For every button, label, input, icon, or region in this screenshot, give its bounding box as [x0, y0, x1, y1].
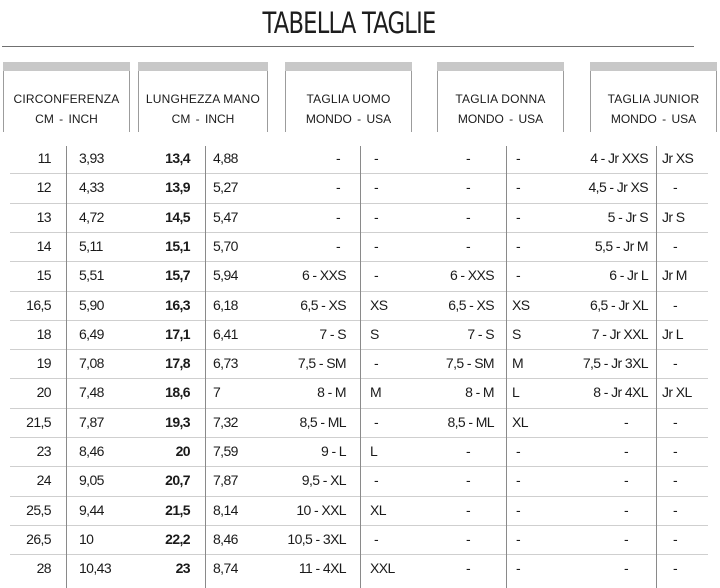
cell-circ-inch: 9,05: [79, 472, 104, 489]
cell-circ-inch: 7,87: [79, 413, 104, 430]
cell-circ-inch: 7,08: [79, 355, 104, 372]
cell-mano-inch: 4,88: [213, 150, 238, 166]
row-divider: [10, 291, 708, 292]
cell-uomo-usa: -: [374, 208, 379, 225]
cell-uomo-usa: XXL: [370, 560, 395, 577]
cell-junior-mondo: 7 - Jr XXL: [591, 325, 648, 342]
cell-mano-inch: 7,32: [213, 413, 238, 430]
cell-mano-cm: 20,7: [165, 472, 190, 489]
cell-circ-inch: 9,44: [79, 501, 104, 518]
cell-uomo-mondo: 6,5 - XS: [300, 296, 346, 313]
cell-junior-mondo: 6 - Jr L: [609, 267, 648, 284]
cell-mano-cm: 18,6: [165, 384, 190, 401]
cell-mano-cm: 22,2: [165, 530, 190, 547]
cell-circ-cm: 16,5: [26, 296, 51, 313]
row-divider: [10, 173, 708, 174]
cell-circ-cm: 15: [36, 267, 51, 284]
column-divider: [506, 146, 507, 588]
cell-donna-usa: -: [516, 530, 521, 547]
cell-uomo-mondo: -: [335, 237, 340, 254]
cell-mano-cm: 17,8: [165, 355, 190, 372]
cell-circ-cm: 14: [36, 237, 51, 254]
cell-uomo-usa: S: [370, 325, 379, 342]
cell-donna-usa: -: [516, 237, 521, 254]
cell-mano-cm: 20: [175, 443, 190, 459]
header-lunghezza-mano: [138, 62, 268, 132]
cell-junior-usa: Jr L: [662, 325, 683, 342]
cell-uomo-usa: -: [374, 150, 379, 166]
header-label: LUNGHEZZA MANO: [145, 92, 261, 106]
cell-uomo-usa: L: [370, 443, 378, 459]
cell-junior-usa: Jr XS: [662, 150, 694, 166]
cell-donna-mondo: 8,5 - ML: [447, 413, 494, 430]
row-divider: [10, 378, 708, 379]
cell-junior-mondo: 6,5 - Jr XL: [590, 296, 648, 313]
cell-mano-inch: 8,14: [213, 501, 238, 518]
row-divider: [10, 496, 708, 497]
row-divider: [10, 525, 708, 526]
cell-donna-usa: XS: [512, 296, 530, 313]
cell-circ-inch: 10: [79, 530, 94, 547]
cell-circ-cm: 13: [36, 208, 51, 225]
cell-donna-usa: M: [512, 355, 524, 372]
cell-circ-inch: 5,11: [79, 237, 103, 254]
cell-uomo-mondo: 7,5 - SM: [297, 355, 346, 372]
cell-junior-mondo: -: [623, 443, 628, 459]
cell-circ-cm: 18: [36, 325, 51, 342]
cell-circ-inch: 4,72: [79, 208, 104, 225]
cell-junior-usa: Jr XL: [662, 384, 692, 401]
cell-donna-mondo: 7,5 - SM: [445, 355, 494, 372]
cell-circ-inch: 7,48: [79, 384, 104, 401]
cell-junior-usa: Jr M: [662, 267, 687, 284]
cell-circ-cm: 26,5: [26, 530, 51, 547]
cell-uomo-usa: -: [374, 355, 379, 372]
cell-uomo-mondo: 9,5 - XL: [301, 472, 346, 489]
cell-donna-mondo: 8 - M: [465, 384, 494, 401]
title-divider: [2, 46, 694, 47]
cell-circ-inch: 10,43: [79, 560, 112, 577]
cell-mano-inch: 8,46: [213, 530, 238, 547]
cell-uomo-usa: -: [374, 267, 379, 284]
cell-uomo-usa: -: [374, 413, 379, 430]
header-sublabel: MONDO - USA: [305, 112, 392, 126]
cell-mano-cm: 17,1: [165, 325, 190, 342]
cell-mano-inch: 7,87: [213, 472, 238, 489]
cell-mano-cm: 15,1: [165, 237, 190, 254]
cell-mano-cm: 13,9: [165, 179, 190, 196]
cell-donna-usa: -: [516, 150, 521, 166]
cell-uomo-mondo: 6 - XXS: [301, 267, 346, 284]
cell-junior-mondo: -: [623, 530, 628, 547]
cell-junior-mondo: 4,5 - Jr XS: [588, 179, 648, 196]
cell-circ-cm: 21,5: [26, 413, 51, 430]
cell-circ-inch: 8,46: [79, 443, 104, 459]
row-divider: [10, 320, 708, 321]
cell-junior-usa: -: [673, 237, 678, 254]
cell-donna-usa: -: [516, 472, 521, 489]
cell-circ-cm: 20: [36, 384, 51, 401]
column-divider: [66, 146, 67, 588]
row-divider: [10, 408, 708, 409]
cell-uomo-mondo: 11 - 4XL: [298, 560, 346, 577]
cell-circ-cm: 25,5: [26, 501, 51, 518]
column-divider: [656, 146, 657, 588]
cell-mano-inch: 7,59: [213, 443, 238, 459]
cell-mano-inch: 6,41: [213, 325, 238, 342]
cell-junior-usa: Jr S: [662, 208, 685, 225]
cell-donna-usa: -: [516, 443, 521, 459]
cell-junior-usa: -: [673, 560, 678, 577]
cell-mano-cm: 16,3: [165, 296, 190, 313]
cell-uomo-usa: XS: [370, 296, 388, 313]
header-sublabel: MONDO - USA: [610, 112, 697, 126]
header-taglia-uomo: [285, 62, 412, 132]
cell-uomo-usa: -: [374, 472, 379, 489]
cell-uomo-mondo: 10,5 - 3XL: [287, 530, 346, 547]
cell-donna-usa: L: [512, 384, 520, 401]
cell-junior-mondo: 4 - Jr XXS: [590, 150, 648, 166]
row-divider: [10, 261, 708, 262]
cell-mano-inch: 6,18: [213, 296, 238, 313]
cell-mano-inch: 5,47: [213, 208, 238, 225]
cell-junior-mondo: 5,5 - Jr M: [594, 237, 648, 254]
cell-donna-usa: -: [516, 501, 521, 518]
header-label: TAGLIA DONNA: [455, 92, 546, 106]
header-bar: [138, 62, 268, 71]
cell-junior-usa: -: [673, 179, 678, 196]
cell-uomo-usa: M: [370, 384, 382, 401]
cell-mano-inch: 5,94: [213, 267, 238, 284]
row-divider: [10, 437, 708, 438]
cell-donna-mondo: -: [465, 501, 470, 518]
cell-donna-mondo: -: [465, 560, 470, 577]
header-taglia-donna: [437, 62, 564, 132]
row-divider: [10, 232, 708, 233]
header-sublabel: CM - INCH: [171, 112, 235, 126]
cell-junior-mondo: -: [623, 501, 628, 518]
row-divider: [10, 554, 708, 555]
cell-donna-mondo: 6 - XXS: [449, 267, 494, 284]
cell-circ-inch: 6,49: [79, 325, 104, 342]
header-box: [590, 71, 717, 132]
cell-mano-cm: 19,3: [165, 413, 190, 430]
cell-donna-mondo: -: [465, 472, 470, 489]
cell-junior-mondo: 5 - Jr S: [607, 208, 648, 225]
cell-circ-cm: 23: [36, 443, 51, 459]
column-divider: [360, 146, 361, 588]
cell-mano-cm: 21,5: [165, 501, 190, 518]
column-divider: [205, 146, 206, 588]
cell-donna-usa: XL: [512, 413, 528, 430]
cell-junior-usa: -: [673, 472, 678, 489]
cell-donna-usa: -: [516, 179, 521, 196]
cell-mano-inch: 5,70: [213, 237, 238, 254]
cell-uomo-mondo: 8,5 - ML: [299, 413, 346, 430]
cell-junior-mondo: 8 - Jr 4XL: [593, 384, 648, 401]
cell-junior-mondo: 7,5 - Jr 3XL: [582, 355, 648, 372]
cell-junior-usa: -: [673, 296, 678, 313]
cell-junior-usa: -: [673, 530, 678, 547]
cell-circ-cm: 24: [36, 472, 51, 489]
cell-circ-cm: 12: [36, 179, 51, 196]
cell-donna-mondo: -: [465, 237, 470, 254]
cell-mano-inch: 7: [213, 384, 221, 401]
cell-junior-mondo: -: [623, 413, 628, 430]
cell-donna-mondo: 7 - S: [467, 325, 494, 342]
cell-donna-mondo: -: [465, 150, 470, 166]
cell-donna-mondo: -: [465, 443, 470, 459]
header-sublabel: CM - INCH: [35, 112, 98, 126]
cell-circ-inch: 5,90: [79, 296, 104, 313]
cell-uomo-mondo: -: [335, 208, 340, 225]
cell-circ-inch: 4,33: [79, 179, 104, 196]
cell-mano-inch: 5,27: [213, 179, 238, 196]
row-divider: [10, 203, 708, 204]
cell-junior-mondo: -: [623, 560, 628, 577]
cell-junior-usa: -: [673, 443, 678, 459]
cell-circ-cm: 28: [36, 560, 51, 577]
cell-donna-mondo: -: [465, 208, 470, 225]
header-label: TAGLIA UOMO: [306, 92, 391, 106]
cell-circ-inch: 3,93: [79, 150, 104, 166]
page-title: TABELLA TAGLIE: [262, 6, 436, 40]
header-box: [3, 71, 130, 132]
cell-donna-usa: -: [516, 208, 521, 225]
cell-donna-usa: S: [512, 325, 521, 342]
cell-donna-mondo: -: [465, 530, 470, 547]
cell-junior-usa: -: [673, 413, 678, 430]
cell-uomo-mondo: 9 - L: [320, 443, 346, 459]
header-bar: [437, 62, 564, 71]
cell-uomo-mondo: 10 - XXL: [296, 501, 346, 518]
cell-junior-mondo: -: [623, 472, 628, 489]
cell-mano-inch: 6,73: [213, 355, 238, 372]
header-label: CIRCONFERENZA: [13, 92, 120, 106]
row-divider: [10, 466, 708, 467]
cell-uomo-usa: -: [374, 237, 379, 254]
cell-mano-cm: 23: [175, 560, 190, 577]
cell-mano-inch: 8,74: [213, 560, 238, 577]
cell-uomo-mondo: 8 - M: [317, 384, 346, 401]
cell-junior-usa: -: [673, 355, 678, 372]
header-circonferenza: [3, 62, 130, 132]
cell-circ-inch: 5,51: [79, 267, 104, 284]
header-taglia-junior: [590, 62, 717, 132]
header-box: [138, 71, 268, 132]
cell-circ-cm: 19: [36, 355, 51, 372]
cell-junior-usa: -: [673, 501, 678, 518]
cell-circ-cm: 11: [37, 150, 51, 166]
cell-donna-usa: -: [516, 267, 521, 284]
header-bar: [590, 62, 717, 71]
header-box: [437, 71, 564, 132]
cell-uomo-mondo: -: [335, 150, 340, 166]
cell-donna-mondo: -: [465, 179, 470, 196]
cell-donna-usa: -: [516, 560, 521, 577]
header-sublabel: MONDO - USA: [457, 112, 544, 126]
cell-mano-cm: 15,7: [165, 267, 190, 284]
cell-donna-mondo: 6,5 - XS: [448, 296, 494, 313]
cell-uomo-mondo: 7 - S: [319, 325, 346, 342]
header-bar: [285, 62, 412, 71]
header-label: TAGLIA JUNIOR: [607, 92, 700, 106]
cell-mano-cm: 13,4: [165, 150, 190, 166]
row-divider: [10, 349, 708, 350]
cell-uomo-usa: XL: [370, 501, 386, 518]
cell-uomo-mondo: -: [335, 179, 340, 196]
cell-uomo-usa: -: [374, 530, 379, 547]
header-bar: [3, 62, 130, 71]
header-box: [285, 71, 412, 132]
cell-uomo-usa: -: [374, 179, 379, 196]
cell-mano-cm: 14,5: [165, 208, 190, 225]
